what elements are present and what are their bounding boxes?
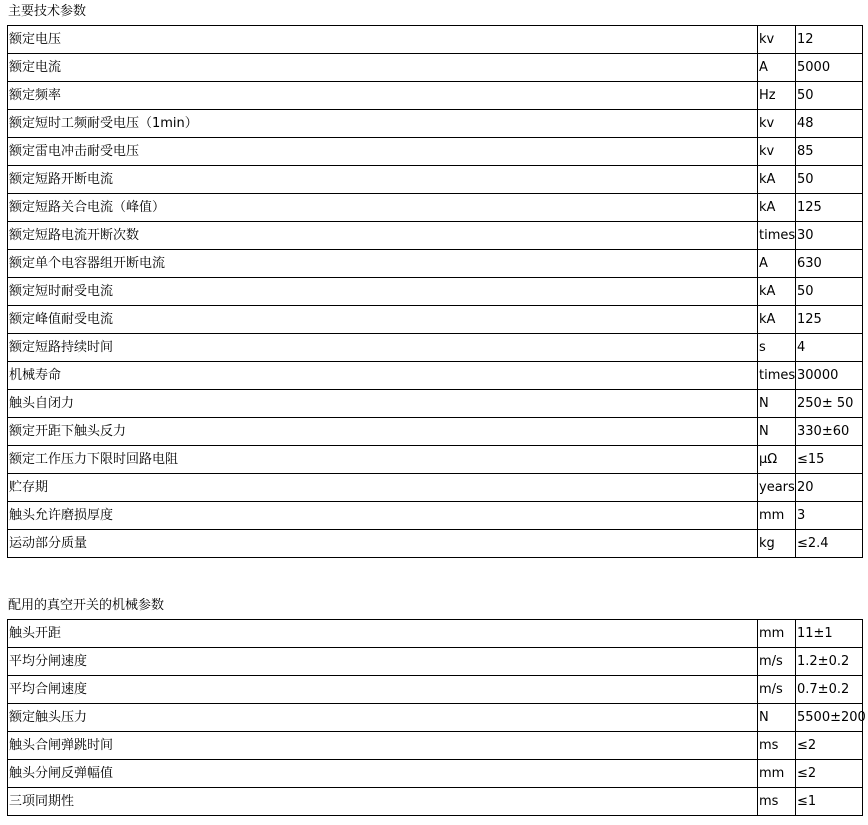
param-unit-cell: N: [758, 390, 796, 418]
param-name-cell: 三项同期性: [8, 788, 758, 816]
table-row: [8, 110, 863, 138]
param-unit-cell: mm: [758, 620, 796, 648]
table-row: [8, 278, 863, 306]
param-name-cell: 额定单个电容器组开断电流: [8, 250, 758, 278]
main-parameters-table-body: [8, 26, 863, 558]
param-unit-cell: kA: [758, 166, 796, 194]
param-name-cell: 额定峰值耐受电流: [8, 306, 758, 334]
param-unit-cell: A: [758, 250, 796, 278]
param-unit-cell: mm: [758, 502, 796, 530]
table-row: [8, 194, 863, 222]
param-value-cell: ≤2: [796, 732, 863, 760]
param-name-cell: 额定短时工频耐受电压（1min）: [8, 110, 758, 138]
param-unit-cell: N: [758, 418, 796, 446]
param-name-cell: 机械寿命: [8, 362, 758, 390]
table-row: [8, 362, 863, 390]
param-value-cell: 4: [796, 334, 863, 362]
param-unit-cell: times: [758, 222, 796, 250]
table-row: [8, 502, 863, 530]
param-unit-cell: ms: [758, 788, 796, 816]
param-value-cell: 12: [796, 26, 863, 54]
param-name-cell: 平均分闸速度: [8, 648, 758, 676]
param-name-cell: 额定开距下触头反力: [8, 418, 758, 446]
param-unit-cell: m/s: [758, 676, 796, 704]
table-row: [8, 474, 863, 502]
param-name-cell: 触头开距: [8, 620, 758, 648]
param-name-cell: 额定电压: [8, 26, 758, 54]
table-row: [8, 166, 863, 194]
param-unit-cell: m/s: [758, 648, 796, 676]
main-parameters-table: [7, 25, 863, 558]
table-row: [8, 732, 863, 760]
param-value-cell: 50: [796, 82, 863, 110]
param-value-cell: 0.7±0.2: [796, 676, 863, 704]
param-unit-cell: years: [758, 474, 796, 502]
param-name-cell: 额定雷电冲击耐受电压: [8, 138, 758, 166]
param-name-cell: 触头分闸反弹幅值: [8, 760, 758, 788]
param-value-cell: 5000: [796, 54, 863, 82]
param-value-cell: ≤2: [796, 760, 863, 788]
param-value-cell: 1.2±0.2: [796, 648, 863, 676]
param-name-cell: 额定触头压力: [8, 704, 758, 732]
param-value-cell: 125: [796, 306, 863, 334]
param-name-cell: 触头合闸弹跳时间: [8, 732, 758, 760]
table-row: [8, 676, 863, 704]
table-row: [8, 334, 863, 362]
param-value-cell: 50: [796, 166, 863, 194]
param-unit-cell: s: [758, 334, 796, 362]
param-unit-cell: kv: [758, 110, 796, 138]
table-row: [8, 620, 863, 648]
param-name-cell: 额定频率: [8, 82, 758, 110]
table-row: [8, 82, 863, 110]
param-unit-cell: times: [758, 362, 796, 390]
param-name-cell: 额定工作压力下限时回路电阻: [8, 446, 758, 474]
param-value-cell: 30: [796, 222, 863, 250]
param-name-cell: 额定短路关合电流（峰值）: [8, 194, 758, 222]
param-unit-cell: kg: [758, 530, 796, 558]
table-row: [8, 26, 863, 54]
table-row: [8, 418, 863, 446]
param-value-cell: ≤2.4: [796, 530, 863, 558]
param-unit-cell: kA: [758, 306, 796, 334]
table-row: [8, 306, 863, 334]
param-unit-cell: kA: [758, 278, 796, 306]
param-value-cell: 330±60: [796, 418, 863, 446]
param-value-cell: 48: [796, 110, 863, 138]
param-name-cell: 额定电流: [8, 54, 758, 82]
table-row: [8, 250, 863, 278]
param-value-cell: 125: [796, 194, 863, 222]
param-value-cell: 30000: [796, 362, 863, 390]
table-row: [8, 530, 863, 558]
param-name-cell: 贮存期: [8, 474, 758, 502]
param-unit-cell: kA: [758, 194, 796, 222]
param-name-cell: 额定短路开断电流: [8, 166, 758, 194]
table-row: [8, 222, 863, 250]
param-unit-cell: Hz: [758, 82, 796, 110]
table-row: [8, 390, 863, 418]
param-name-cell: 额定短路持续时间: [8, 334, 758, 362]
param-value-cell: 50: [796, 278, 863, 306]
param-value-cell: 20: [796, 474, 863, 502]
table-row: [8, 760, 863, 788]
mechanical-parameters-table-body: [8, 620, 866, 816]
param-unit-cell: A: [758, 54, 796, 82]
param-value-cell: 630: [796, 250, 863, 278]
param-value-cell: ≤1: [796, 788, 863, 816]
param-value-cell: 3: [796, 502, 863, 530]
param-value-cell: 250± 50: [796, 390, 863, 418]
param-name-cell: 触头允许磨损厚度: [8, 502, 758, 530]
mechanical-parameters-table: [7, 619, 866, 816]
param-name-cell: 运动部分质量: [8, 530, 758, 558]
table-row: [8, 704, 863, 732]
param-unit-cell: N: [758, 704, 796, 732]
param-value-cell: ≤15: [796, 446, 863, 474]
param-unit-cell: μΩ: [758, 446, 796, 474]
param-value-cell: 11±1: [796, 620, 863, 648]
param-unit-cell: mm: [758, 760, 796, 788]
param-name-cell: 额定短时耐受电流: [8, 278, 758, 306]
table-row: [8, 648, 863, 676]
table-row: [8, 788, 863, 816]
param-name-cell: 触头自闭力: [8, 390, 758, 418]
section-title-mechanical-parameters: 配用的真空开关的机械参数: [8, 598, 165, 613]
param-unit-cell: kv: [758, 26, 796, 54]
table-row: [8, 54, 863, 82]
param-unit-cell: kv: [758, 138, 796, 166]
param-unit-cell: ms: [758, 732, 796, 760]
param-value-cell: 5500±200: [796, 704, 863, 732]
section-title-main-parameters: 主要技术参数: [8, 4, 87, 19]
param-name-cell: 平均合闸速度: [8, 676, 758, 704]
table-row: [8, 138, 863, 166]
param-value-cell: 85: [796, 138, 863, 166]
param-name-cell: 额定短路电流开断次数: [8, 222, 758, 250]
table-row: [8, 446, 863, 474]
